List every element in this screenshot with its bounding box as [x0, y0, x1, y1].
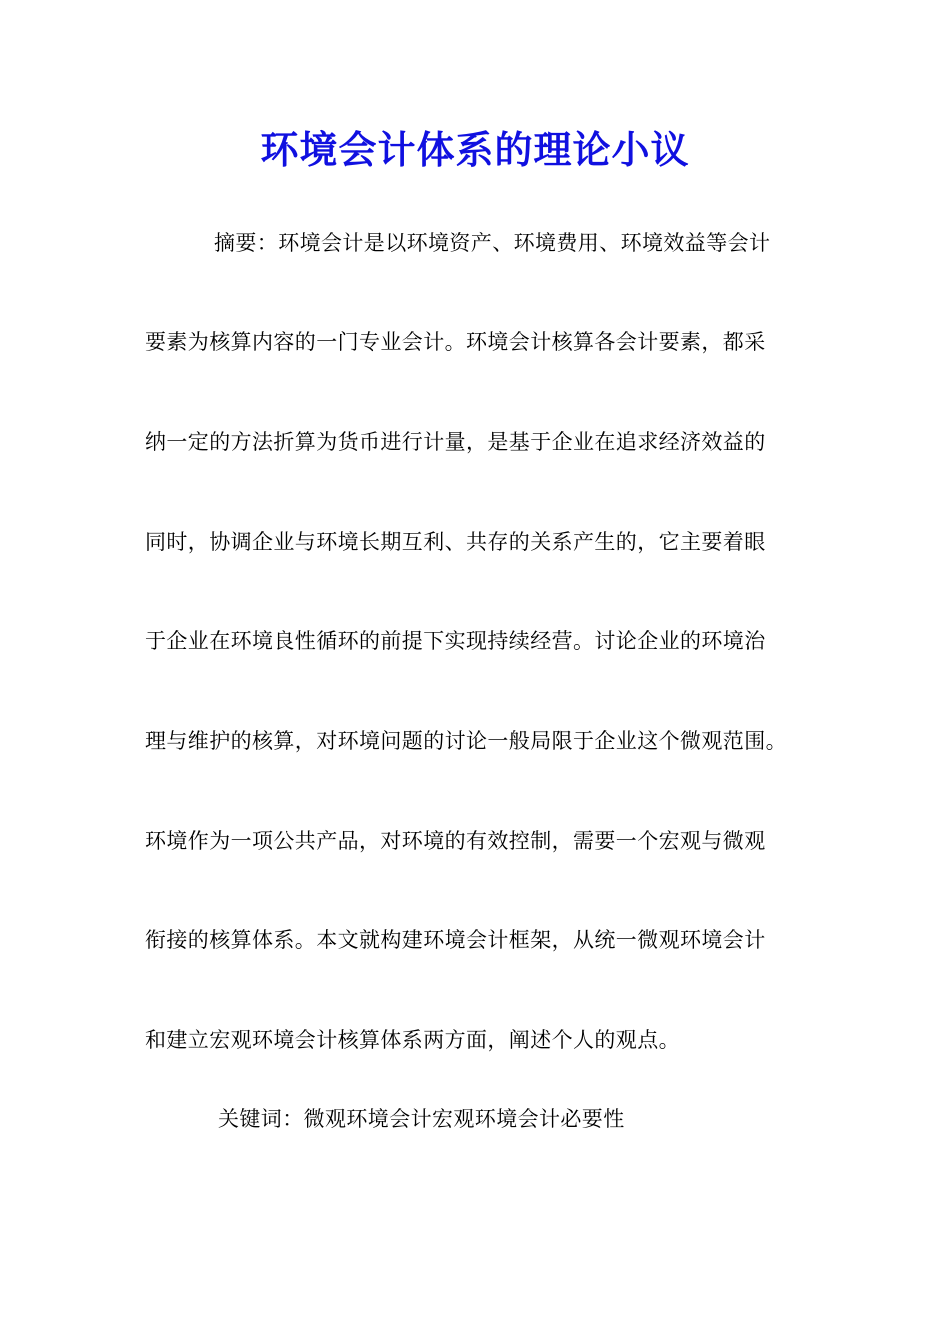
abstract-line-1: 摘要：环境会计是以环境资产、环境费用、环境效益等会计: [214, 231, 771, 255]
abstract-line-6: 理与维护的核算，对环境问题的讨论一般局限于企业这个微观范围。: [145, 729, 787, 753]
abstract-line-7: 环境作为一项公共产品，对环境的有效控制，需要一个宏观与微观: [145, 829, 766, 853]
abstract-line-9: 和建立宏观环境会计核算体系两方面，阐述个人的观点。: [145, 1028, 680, 1052]
keywords-line: 关键词：微观环境会计宏观环境会计必要性: [218, 1107, 625, 1131]
abstract-line-5: 于企业在环境良性循环的前提下实现持续经营。讨论企业的环境治: [145, 629, 766, 653]
abstract-line-4: 同时，协调企业与环境长期互利、共存的关系产生的，它主要着眼: [145, 530, 766, 554]
abstract-line-3: 纳一定的方法折算为货币进行计量，是基于企业在追求经济效益的: [145, 430, 766, 454]
abstract-line-8: 衔接的核算体系。本文就构建环境会计框架，从统一微观环境会计: [145, 928, 766, 952]
document-title: 环境会计体系的理论小议: [260, 128, 690, 172]
abstract-line-2: 要素为核算内容的一门专业会计。环境会计核算各会计要素，都采: [145, 330, 766, 354]
